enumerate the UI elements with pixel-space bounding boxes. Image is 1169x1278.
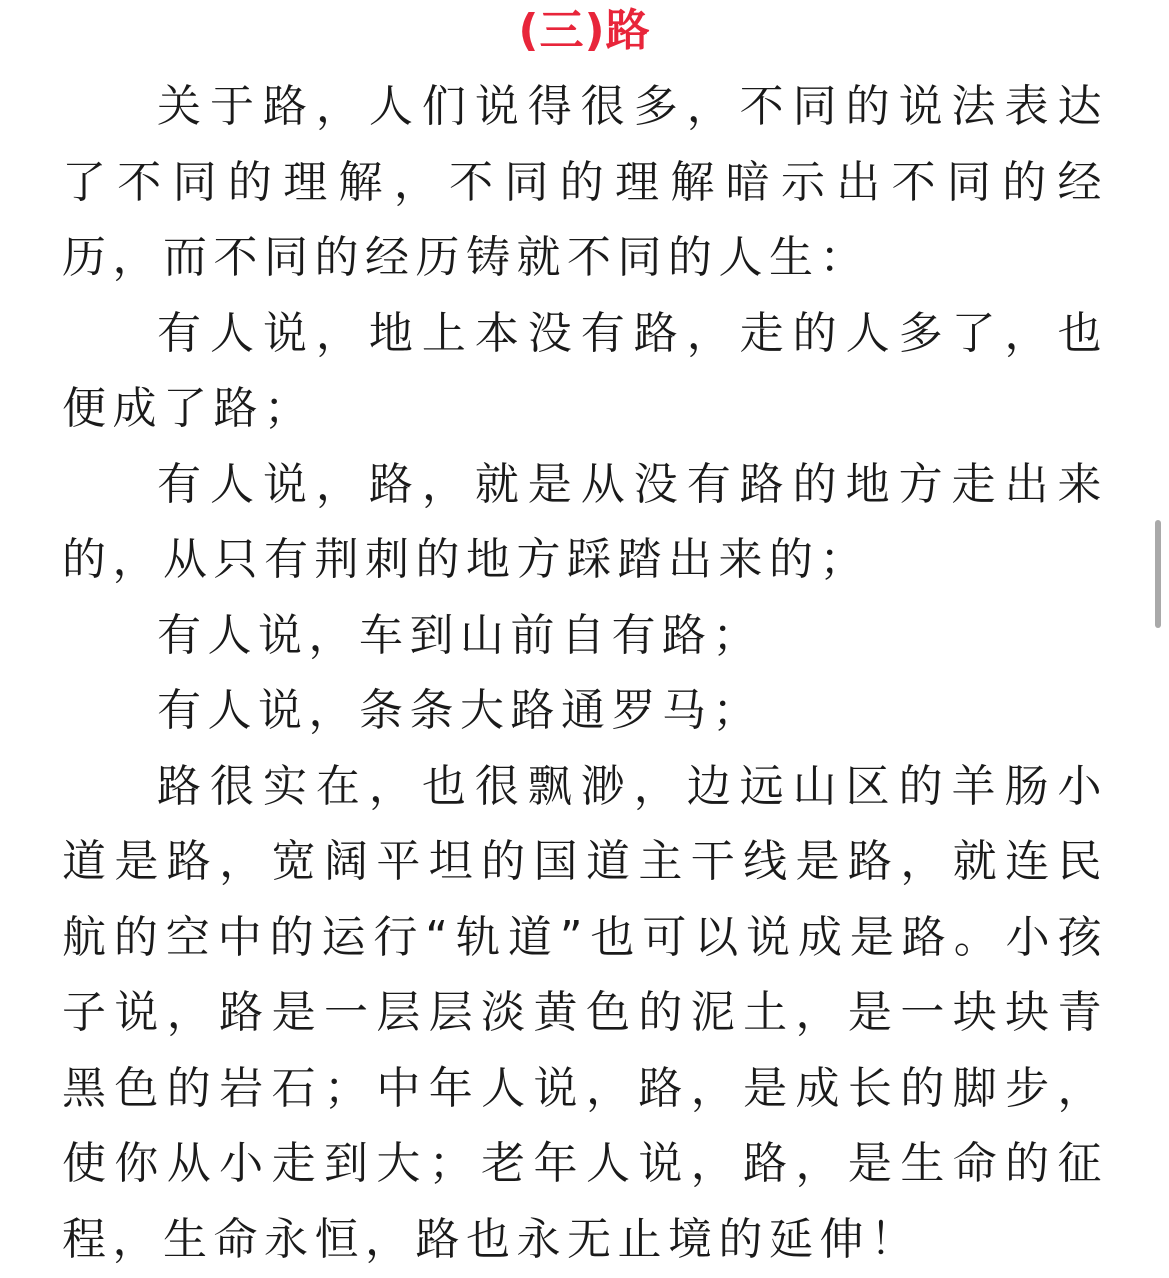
paragraph-saying-4: 有人说，条条大路通罗马； <box>157 685 763 736</box>
paragraph-conclusion: 路很实在，也很飘渺，边远山区的羊肠小道是路，宽阔平坦的国道主干线是路，就连民航的空中的运行“轨道”也可以说成是路。小孩子说，路是一层层淡黄色的泥土，是一块块青黑色的岩石；中年人说，路，是成长的脚步，使你从小走到大；老年人说，路，是生命的征程，生命永恒，路也永无止境的延伸！ <box>62 760 1108 1265</box>
paragraph-saying-1: 有人说，地上本没有路，走的人多了，也便成了路； <box>62 307 1108 434</box>
paragraph-intro: 关于路，人们说得很多，不同的说法表达了不同的理解，不同的理解暗示出不同的经历，而不同的经历铸就不同的人生： <box>62 81 1108 283</box>
section-title: (三)路 <box>518 5 651 56</box>
paragraph-saying-2: 有人说，路，就是从没有路的地方走出来的，从只有荆刺的地方踩踏出来的； <box>62 458 1108 585</box>
vertical-scrollbar[interactable] <box>1155 520 1161 628</box>
article-body <box>62 69 1108 1277</box>
paragraph-saying-3: 有人说，车到山前自有路； <box>157 609 763 661</box>
